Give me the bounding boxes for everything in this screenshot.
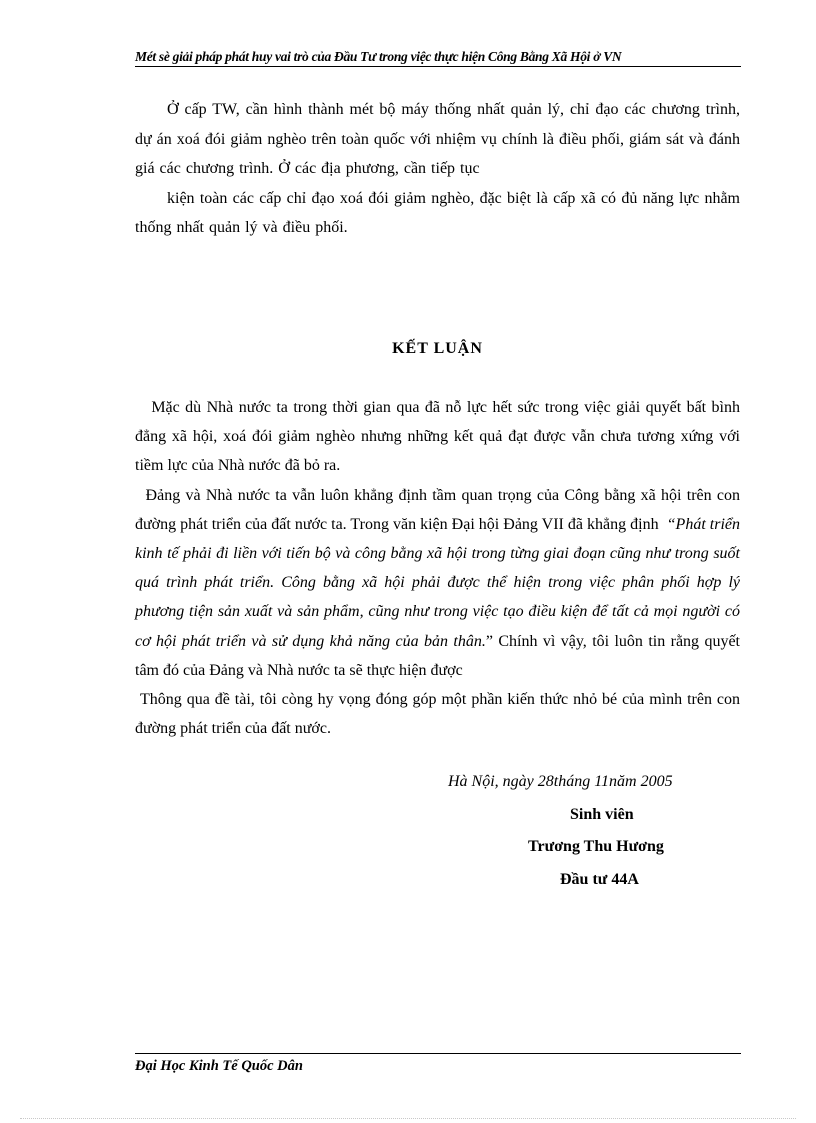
intro-paragraph-line2: kiện toàn các cấp chỉ đạo xoá đói giảm nghèo, đặc biệt là cấp xã có đủ năng lực nhằm thống nhất quản lý và điều phối. <box>135 189 740 236</box>
conclusion-paragraph-2-tail: ” Chính vì vậy, tôi luôn tin rằng quyết tâm đó của Đảng và Nhà nước ta sẽ thực hiện được <box>135 632 740 679</box>
page-bottom-edge <box>20 1118 796 1119</box>
signature-class: Đầu tư 44A <box>560 871 639 888</box>
page-header-title: Mét sè giải pháp phát huy vai trò của Đầu Tư trong việc thực hiện Công Bằng Xã Hội ở VN <box>135 49 622 64</box>
conclusion-paragraph-3-text: Thông qua đề tài, tôi còng hy vọng đóng góp một phần kiến thức nhỏ bé của mình trên con đường phát triển của đất nước. <box>135 691 741 738</box>
party-congress-quote: “Phát triển kinh tế phải đi liền với tiến bộ và công bằng xã hội trong từng giai đoạn cũng như trong suốt quá trình phát triển. Công bằng xã hội phải được thể hiện trong việc phân phối hợp lý phương tiện sản xuất và sản phẩm, cũng như trong việc tạo điều kiện để tất cả mọi người có cơ hội phát triển và sử dụng khả năng của bản thân. <box>135 515 741 650</box>
conclusion-body <box>135 393 740 743</box>
conclusion-paragraph-1-text: Mặc dù Nhà nước ta trong thời gian qua đã nỗ lực hết sức trong việc giải quyết bất bình đẳng xã hội, xoá đói giảm nghèo nhưng những kết quả đạt được vẫn chưa tương xứng với tiềm lực của Nhà nước đã bỏ ra. <box>135 399 741 475</box>
signature-place-date: Hà Nội, ngày 28tháng 11năm 2005 <box>448 773 673 790</box>
page-footer-text: Đại Học Kinh Tế Quốc Dân <box>135 1058 303 1074</box>
signature-name: Trương Thu Hương <box>528 838 664 855</box>
conclusion-paragraph-2-lead: Đảng và Nhà nước ta vẫn luôn khẳng định tầm quan trọng của Công bằng xã hội trên con đường phát triển của đất nước ta. Trong văn kiện Đại hội Đảng VII đã khẳng định <box>135 486 741 533</box>
conclusion-heading: KẾT LUẬN <box>392 340 483 357</box>
intro-paragraph <box>135 95 740 243</box>
conclusion-paragraph-1 <box>135 393 740 481</box>
footer-divider <box>135 1053 741 1054</box>
header-divider <box>135 66 741 67</box>
conclusion-paragraph-3 <box>135 685 740 743</box>
intro-paragraph-line1: Ở cấp TW, cần hình thành mét bộ máy thống nhất quản lý, chỉ đạo các chương trình, dự án xoá đói giảm nghèo trên toàn quốc với nhiệm vụ chính là điều phối, giám sát và đánh giá các chương trình. Ở các địa phương, cần tiếp tục <box>135 101 740 177</box>
signature-role: Sinh viên <box>570 806 634 823</box>
conclusion-paragraph-2 <box>135 481 740 685</box>
